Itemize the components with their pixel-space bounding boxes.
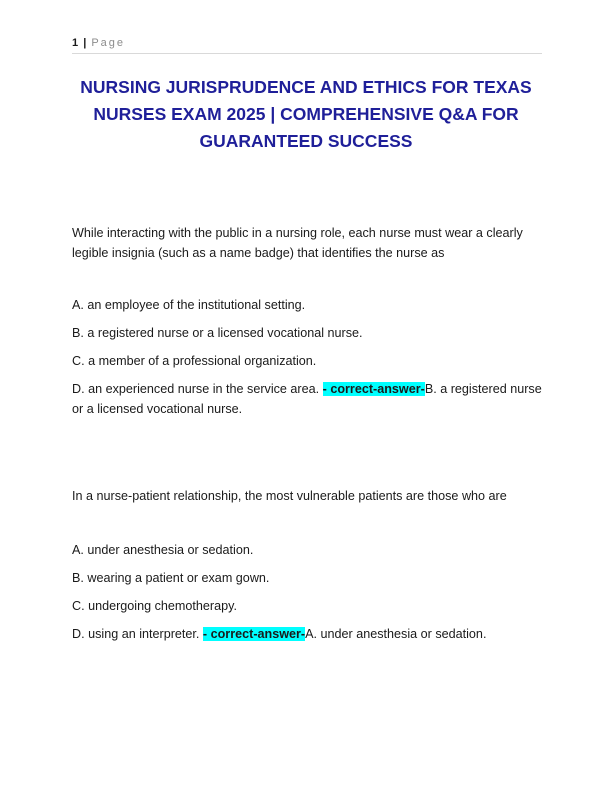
- correct-answer: B. a registered nurse or a licensed vocational nurse.: [72, 382, 542, 416]
- question-stem: In a nurse-patient relationship, the most vulnerable patients are those who are: [72, 489, 507, 503]
- option-b: B. wearing a patient or exam gown.: [72, 571, 270, 585]
- page-label: Page: [91, 37, 126, 49]
- option-a: A. an employee of the institutional setting.: [72, 298, 306, 312]
- option-b: B. a registered nurse or a licensed vocational nurse.: [72, 326, 363, 340]
- option-a: A. under anesthesia or sedation.: [72, 543, 254, 557]
- page-header: [72, 36, 542, 54]
- option-d: D. using an interpreter.: [72, 627, 200, 641]
- option-d-with-answer: [72, 624, 547, 644]
- question-2: [72, 486, 547, 644]
- question-1: [72, 223, 547, 419]
- option-d: D. an experienced nurse in the service area.: [72, 382, 320, 396]
- page-separator: |: [83, 37, 87, 49]
- document-title: NURSING JURISPRUDENCE AND ETHICS FOR TEXAS NURSES EXAM 2025 | COMPREHENSIVE Q&A FOR GUARANTEED SUCCESS: [80, 77, 532, 151]
- option-c: C. a member of a professional organization.: [72, 354, 317, 368]
- page-number: 1: [72, 37, 79, 49]
- correct-answer-marker: - correct-answer-: [322, 382, 425, 396]
- question-stem: While interacting with the public in a nursing role, each nurse must wear a clearly legible insignia (such as a name badge) that identifies the nurse as: [72, 226, 523, 260]
- correct-answer: A. under anesthesia or sedation.: [305, 627, 487, 641]
- option-d-with-answer: [72, 379, 547, 419]
- option-c: C. undergoing chemotherapy.: [72, 599, 237, 613]
- correct-answer-marker: - correct-answer-: [202, 627, 306, 641]
